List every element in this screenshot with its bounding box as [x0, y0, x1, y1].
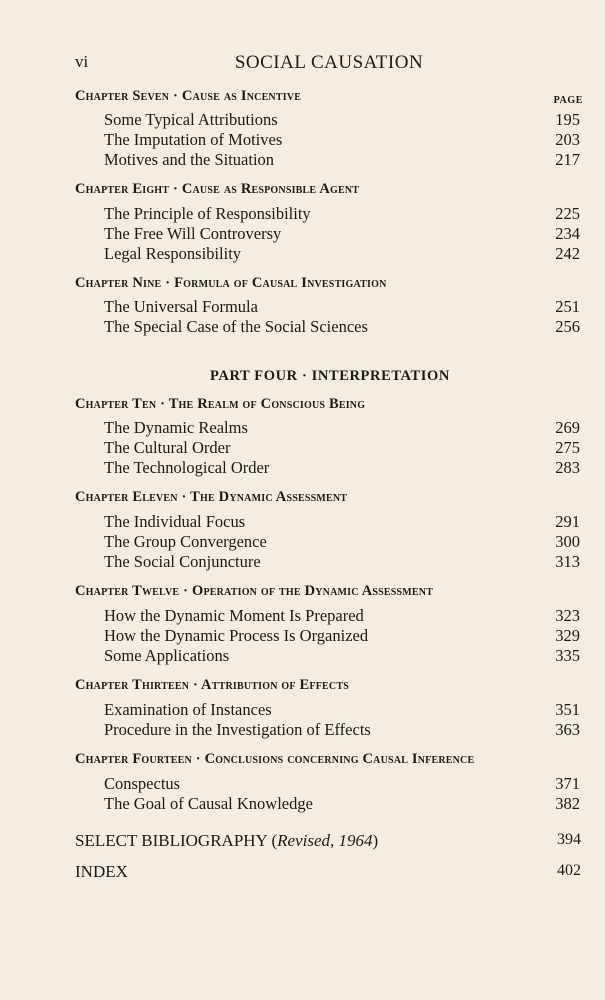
- entry-title: The Imputation of Motives: [104, 130, 283, 149]
- entry-title: How the Dynamic Process Is Organized: [104, 626, 369, 645]
- chapter-heading: Chapter Thirteen · Attribution of Effects: [75, 677, 349, 693]
- entry-title: The Free Will Controversy: [104, 224, 282, 243]
- entry-page: 203: [555, 130, 580, 149]
- entry-page: 323: [555, 606, 580, 625]
- entry-page: 313: [555, 552, 580, 571]
- page-column-label: PAGE: [553, 95, 583, 106]
- running-head: [75, 52, 583, 74]
- toc-entry: [104, 720, 580, 742]
- bibliography-label: SELECT BIBLIOGRAPHY: [75, 831, 268, 850]
- chapter-heading: Chapter Eight · Cause as Responsible Agent: [75, 181, 360, 197]
- index-page: 402: [557, 862, 581, 879]
- entry-page: 363: [555, 720, 580, 739]
- entry-page: 195: [555, 110, 580, 129]
- chapter-heading: Chapter Eleven · The Dynamic Assessment: [75, 489, 348, 505]
- entry-page: 329: [555, 626, 580, 645]
- entry-page: 225: [555, 204, 580, 223]
- entry-page: 217: [555, 150, 580, 169]
- chapter-heading: Chapter Twelve · Operation of the Dynamic Assessment: [75, 583, 434, 599]
- entry-title: The Special Case of the Social Sciences: [104, 317, 368, 336]
- toc-entry: [104, 438, 580, 460]
- entry-page: 269: [555, 418, 580, 437]
- entry-title: Examination of Instances: [104, 700, 272, 719]
- toc-entry: [104, 774, 580, 796]
- entry-page: 242: [555, 244, 580, 263]
- page-folio: vi: [75, 52, 89, 71]
- entry-title: The Technological Order: [104, 458, 270, 477]
- entry-title: The Cultural Order: [104, 438, 231, 457]
- toc-entry: [104, 626, 580, 648]
- entry-page: 291: [555, 512, 580, 531]
- entry-page: 335: [555, 646, 580, 665]
- toc-entry: [104, 224, 580, 246]
- entry-page: 275: [555, 438, 580, 457]
- entry-title: The Individual Focus: [104, 512, 246, 531]
- index-entry: [75, 862, 581, 884]
- chapter-heading: Chapter Fourteen · Conclusions concerning Causal Inference: [75, 751, 475, 767]
- entry-page: 234: [555, 224, 580, 243]
- entry-page: 251: [555, 297, 580, 316]
- toc-entry: [104, 110, 580, 132]
- entry-title: Procedure in the Investigation of Effects: [104, 720, 371, 739]
- entry-page: 256: [555, 317, 580, 336]
- toc-entry: [104, 700, 580, 722]
- book-title: SOCIAL CAUSATION: [234, 52, 424, 73]
- chapter-heading: Chapter Nine · Formula of Causal Investigation: [75, 275, 387, 291]
- index-label: INDEX: [75, 862, 128, 881]
- entry-title: The Goal of Causal Knowledge: [104, 794, 313, 813]
- entry-page: 300: [555, 532, 580, 551]
- entry-title: The Group Convergence: [104, 532, 267, 551]
- entry-title: Some Applications: [104, 646, 230, 665]
- entry-page: 382: [555, 794, 580, 813]
- toc-entry: [104, 646, 580, 668]
- entry-title: The Social Conjuncture: [104, 552, 261, 571]
- entry-title: The Dynamic Realms: [104, 418, 248, 437]
- chapter-heading: Chapter Ten · The Realm of Conscious Being: [75, 396, 366, 412]
- toc-entry: [104, 794, 580, 816]
- toc-entry: [104, 317, 580, 339]
- toc-entry: [104, 552, 580, 574]
- entry-title: The Principle of Responsibility: [104, 204, 311, 223]
- toc-entry: [104, 150, 580, 172]
- entry-title: Some Typical Attributions: [104, 110, 278, 129]
- entry-page: 371: [555, 774, 580, 793]
- toc-entry: [104, 532, 580, 554]
- toc-entry: [104, 297, 580, 319]
- toc-entry: [104, 458, 580, 480]
- bibliography-page: 394: [557, 831, 581, 848]
- toc-entry: [104, 244, 580, 266]
- entry-title: The Universal Formula: [104, 297, 258, 316]
- entry-title: Legal Responsibility: [104, 244, 242, 263]
- chapter-heading: Chapter Seven · Cause as Incentive: [75, 88, 302, 104]
- toc-entry: [104, 130, 580, 152]
- entry-page: 351: [555, 700, 580, 719]
- entry-title: Motives and the Situation: [104, 150, 275, 169]
- entry-title: Conspectus: [104, 774, 181, 793]
- toc-entry: [104, 204, 580, 226]
- toc-entry: [104, 418, 580, 440]
- toc-entry: [104, 512, 580, 534]
- part-heading: PART FOUR · INTERPRETATION: [210, 368, 450, 384]
- bibliography-entry: SELECT BIBLIOGRAPHY (Revised, 1964) 394: [75, 831, 581, 850]
- toc-entry: [104, 606, 580, 628]
- entry-page: 283: [555, 458, 580, 477]
- bibliography-note: Revised, 1964: [277, 831, 373, 850]
- entry-title: How the Dynamic Moment Is Prepared: [104, 606, 364, 625]
